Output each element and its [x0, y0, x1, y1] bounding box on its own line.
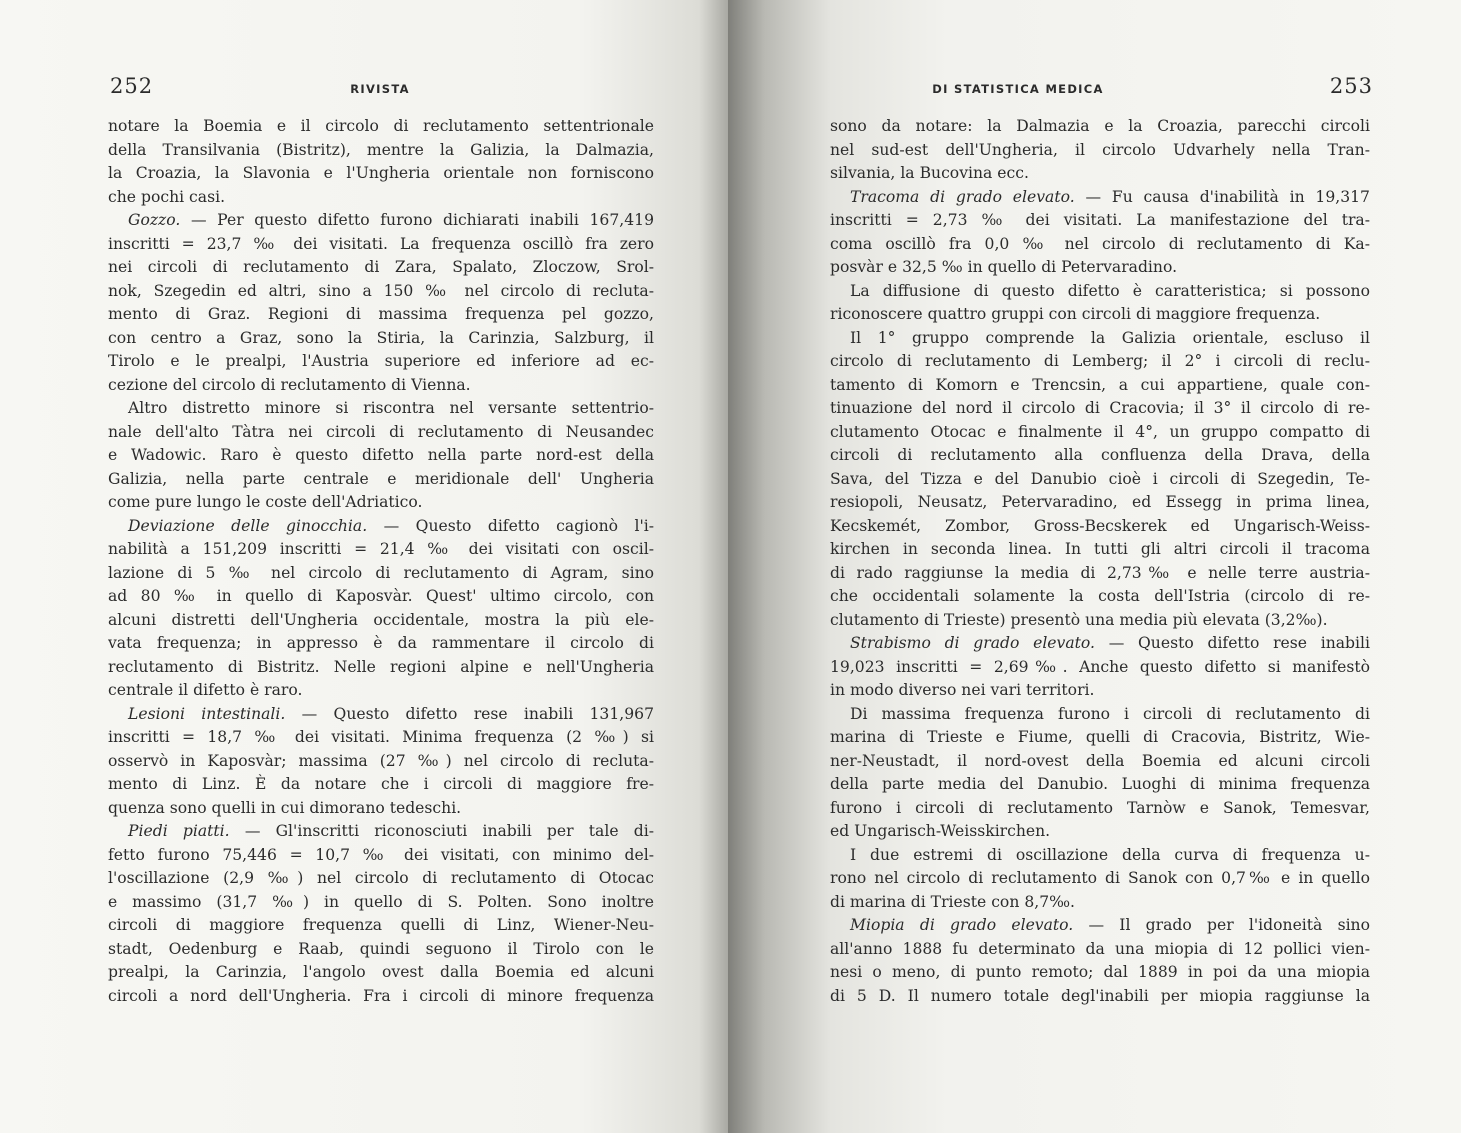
text-line: sono da notare: la Dalmazia e la Croazia, parecchi circoli: [830, 117, 1370, 135]
text-line: prealpi, la Carinzia, l'angolo ovest dalla Boemia ed alcuni: [108, 963, 654, 981]
text-line: rono nel circolo di reclutamento di Sanok con 0,7‰ e in quello: [830, 869, 1370, 887]
text-line: circoli di reclutamento alla confluenza della Drava, della: [830, 446, 1370, 464]
text-line: ad 80 ‰ in quello di Kaposvàr. Quest' ultimo circolo, con: [108, 587, 654, 605]
text-line: lazione di 5 ‰ nel circolo di reclutamento di Agram, sino: [108, 563, 654, 582]
text-line: vata frequenza; in appresso è da rammentare il circolo di: [108, 634, 654, 652]
page-number: 253: [1329, 74, 1373, 98]
running-head: RIVISTA: [350, 82, 410, 96]
text-line: La diffusione di questo difetto è caratteristica; si possono: [850, 281, 1370, 300]
text-line: Il 1° gruppo comprende la Galizia orientale, escluso il: [850, 328, 1370, 347]
text-line: reclutamento di Bistritz. Nelle regioni alpine e nell'Ungheria: [108, 657, 654, 676]
text-line: nale dell'alto Tàtra nei circoli di reclutamento di Neusandec: [108, 422, 654, 441]
text-line: Tirolo e le prealpi, l'Austria superiore ed inferiore ad ec-: [108, 352, 654, 370]
text-line: tamento di Komorn e Trencsin, a cui appartiene, quale con-: [830, 375, 1370, 394]
text-line: notare la Boemia e il circolo di reclutamento settentrionale: [108, 117, 654, 135]
section-heading: Strabismo di grado elevato.: [850, 634, 1095, 652]
text-line: Strabismo di grado elevato. — Questo difetto rese inabili: [850, 634, 1370, 652]
text-line: di 5 D. Il numero totale degl'inabili per miopia raggiunse la: [830, 986, 1370, 1005]
left-page-text: [108, 115, 654, 1008]
text-line: inscritti = 23,7 ‰ dei visitati. La frequenza oscillò fra zero: [108, 234, 654, 253]
text-line: alcuni distretti dell'Ungheria occidentale, mostra la più ele-: [108, 610, 654, 629]
section-heading: Gozzo.: [128, 211, 181, 229]
text-line: la Croazia, la Slavonia e l'Ungheria orientale non forniscono: [108, 164, 654, 182]
text-line: mento di Graz. Regioni di massima frequenza pel gozzo,: [108, 305, 654, 323]
section-heading: Deviazione delle ginocchia.: [128, 516, 368, 535]
right-page: [728, 0, 1461, 1133]
text-line: in modo diverso nei vari territori.: [830, 681, 1095, 699]
text-line: Miopia di grado elevato. — Il grado per l'idoneità sino: [850, 916, 1370, 934]
text-line: Piedi piatti. — Gl'inscritti riconosciuti inabili per tale di-: [128, 822, 654, 840]
section-heading: Lesioni intestinali.: [128, 704, 286, 723]
text-line: 19,023 inscritti = 2,69‰. Anche questo difetto si manifestò: [830, 657, 1370, 676]
text-line: Sava, del Tizza e del Danubio cioè i circoli di Szegedin, Te-: [830, 469, 1370, 488]
section-heading: Miopia di grado elevato.: [850, 916, 1074, 934]
text-line: e massimo (31,7 ‰) in quello di S. Polten. Sono inoltre: [108, 892, 654, 911]
text-line: tinuazione del nord il circolo di Cracovia; il 3° il circolo di re-: [830, 399, 1370, 417]
text-line: posvàr e 32,5 ‰ in quello di Petervaradino.: [830, 258, 1178, 276]
text-line: kirchen in seconda linea. In tutti gli altri circoli il tracoma: [830, 540, 1370, 558]
text-line: clutamento di Trieste) presentò una media più elevata (3,2‰).: [830, 610, 1328, 629]
text-line: marina di Trieste e Fiume, quelli di Cracovia, Bistritz, Wie-: [830, 728, 1370, 746]
text-line: coma oscillò fra 0,0 ‰ nel circolo di reclutamento di Ka-: [830, 234, 1370, 253]
text-line: circoli di maggiore frequenza quelli di Linz, Wiener-Neu-: [108, 916, 654, 934]
text-line: stadt, Oedenburg e Raab, quindi seguono il Tirolo con le: [108, 939, 654, 958]
text-line: centrale il difetto è raro.: [108, 681, 303, 699]
text-line: Altro distretto minore si riscontra nel versante settentrio-: [128, 399, 654, 417]
right-page-text: [830, 115, 1370, 1008]
text-line: come pure lungo le coste dell'Adriatico.: [108, 493, 423, 511]
left-page: [0, 0, 728, 1133]
text-line: silvania, la Bucovina ecc.: [830, 164, 1029, 182]
text-line: ner-Neustadt, il nord-ovest della Boemia ed alcuni circoli: [830, 751, 1370, 770]
text-line: circolo di reclutamento di Lemberg; il 2° i circoli di reclu-: [830, 352, 1370, 370]
text-line: nok, Szegedin ed altri, sino a 150 ‰ nel circolo di recluta-: [108, 281, 654, 300]
text-line: nesi o meno, di punto remoto; dal 1889 in poi da una miopia: [830, 963, 1370, 981]
section-heading: Tracoma di grado elevato.: [850, 187, 1075, 206]
text-line: mento di Linz. È da notare che i circoli di maggiore fre-: [108, 775, 654, 793]
text-line: I due estremi di oscillazione della curva di frequenza u-: [850, 845, 1370, 864]
text-line: di rado raggiunse la media di 2,73‰ e nelle terre austria-: [830, 563, 1370, 582]
text-line: all'anno 1888 fu determinato da una miopia di 12 pollici vien-: [830, 939, 1370, 958]
text-line: Galizia, nella parte centrale e meridionale dell' Ungheria: [108, 469, 654, 488]
text-line: inscritti = 18,7 ‰ dei visitati. Minima frequenza (2 ‰) si: [108, 728, 654, 746]
text-line: resiopoli, Neusatz, Petervaradino, ed Essegg in prima linea,: [830, 493, 1370, 511]
text-line: Deviazione delle ginocchia. — Questo difetto cagionò l'i-: [128, 516, 654, 535]
page-number: 252: [110, 74, 154, 98]
text-line: che occidentali solamente la costa dell'Istria (circolo di re-: [830, 587, 1370, 605]
text-line: e Wadowic. Raro è questo difetto nella parte nord-est della: [108, 446, 654, 464]
text-line: nei circoli di reclutamento di Zara, Spalato, Zloczow, Srol-: [108, 258, 654, 276]
text-line: circoli a nord dell'Ungheria. Fra i circoli di minore frequenza: [108, 986, 654, 1005]
text-line: osservò in Kaposvàr; massima (27 ‰) nel circolo di recluta-: [108, 751, 654, 770]
text-line: Lesioni intestinali. — Questo difetto rese inabili 131,967: [128, 704, 654, 723]
text-line: nel sud-est dell'Ungheria, il circolo Udvarhely nella Tran-: [830, 140, 1370, 159]
text-line: cezione del circolo di reclutamento di Vienna.: [108, 375, 471, 394]
text-line: l'oscillazione (2,9 ‰) nel circolo di reclutamento di Otocac: [108, 869, 654, 887]
text-line: con centro a Graz, sono la Stiria, la Carinzia, Salzburg, il: [108, 328, 654, 347]
section-heading: Piedi piatti.: [128, 822, 230, 840]
text-line: fetto furono 75,446 = 10,7 ‰ dei visitati, con minimo del-: [108, 845, 654, 864]
text-line: che pochi casi.: [108, 187, 226, 206]
text-line: nabilità a 151,209 inscritti = 21,4 ‰ dei visitati con oscil-: [108, 540, 654, 558]
text-line: della parte media del Danubio. Luoghi di minima frequenza: [830, 775, 1370, 793]
text-line: Di massima frequenza furono i circoli di reclutamento di: [850, 704, 1370, 723]
text-line: inscritti = 2,73 ‰ dei visitati. La manifestazione del tra-: [830, 211, 1370, 229]
text-line: quenza sono quelli in cui dimorano tedeschi.: [108, 798, 462, 817]
text-line: furono i circoli di reclutamento Tarnòw e Sanok, Temesvar,: [830, 798, 1370, 817]
text-line: di marina di Trieste con 8,7‰.: [830, 892, 1076, 911]
text-line: Kecskemét, Zombor, Gross-Becskerek ed Ungarisch-Weiss-: [830, 516, 1370, 535]
running-head: DI STATISTICA MEDICA: [932, 82, 1104, 96]
text-line: Gozzo. — Per questo difetto furono dichiarati inabili 167,419: [128, 211, 654, 229]
text-line: riconoscere quattro gruppi con circoli di maggiore frequenza.: [830, 305, 1321, 323]
text-line: ed Ungarisch-Weisskirchen.: [830, 822, 1051, 840]
text-line: clutamento Otocac e finalmente il 4°, un gruppo compatto di: [830, 422, 1370, 441]
text-line: della Transilvania (Bistritz), mentre la Galizia, la Dalmazia,: [108, 140, 654, 159]
text-line: Tracoma di grado elevato. — Fu causa d'inabilità in 19,317: [850, 187, 1370, 206]
